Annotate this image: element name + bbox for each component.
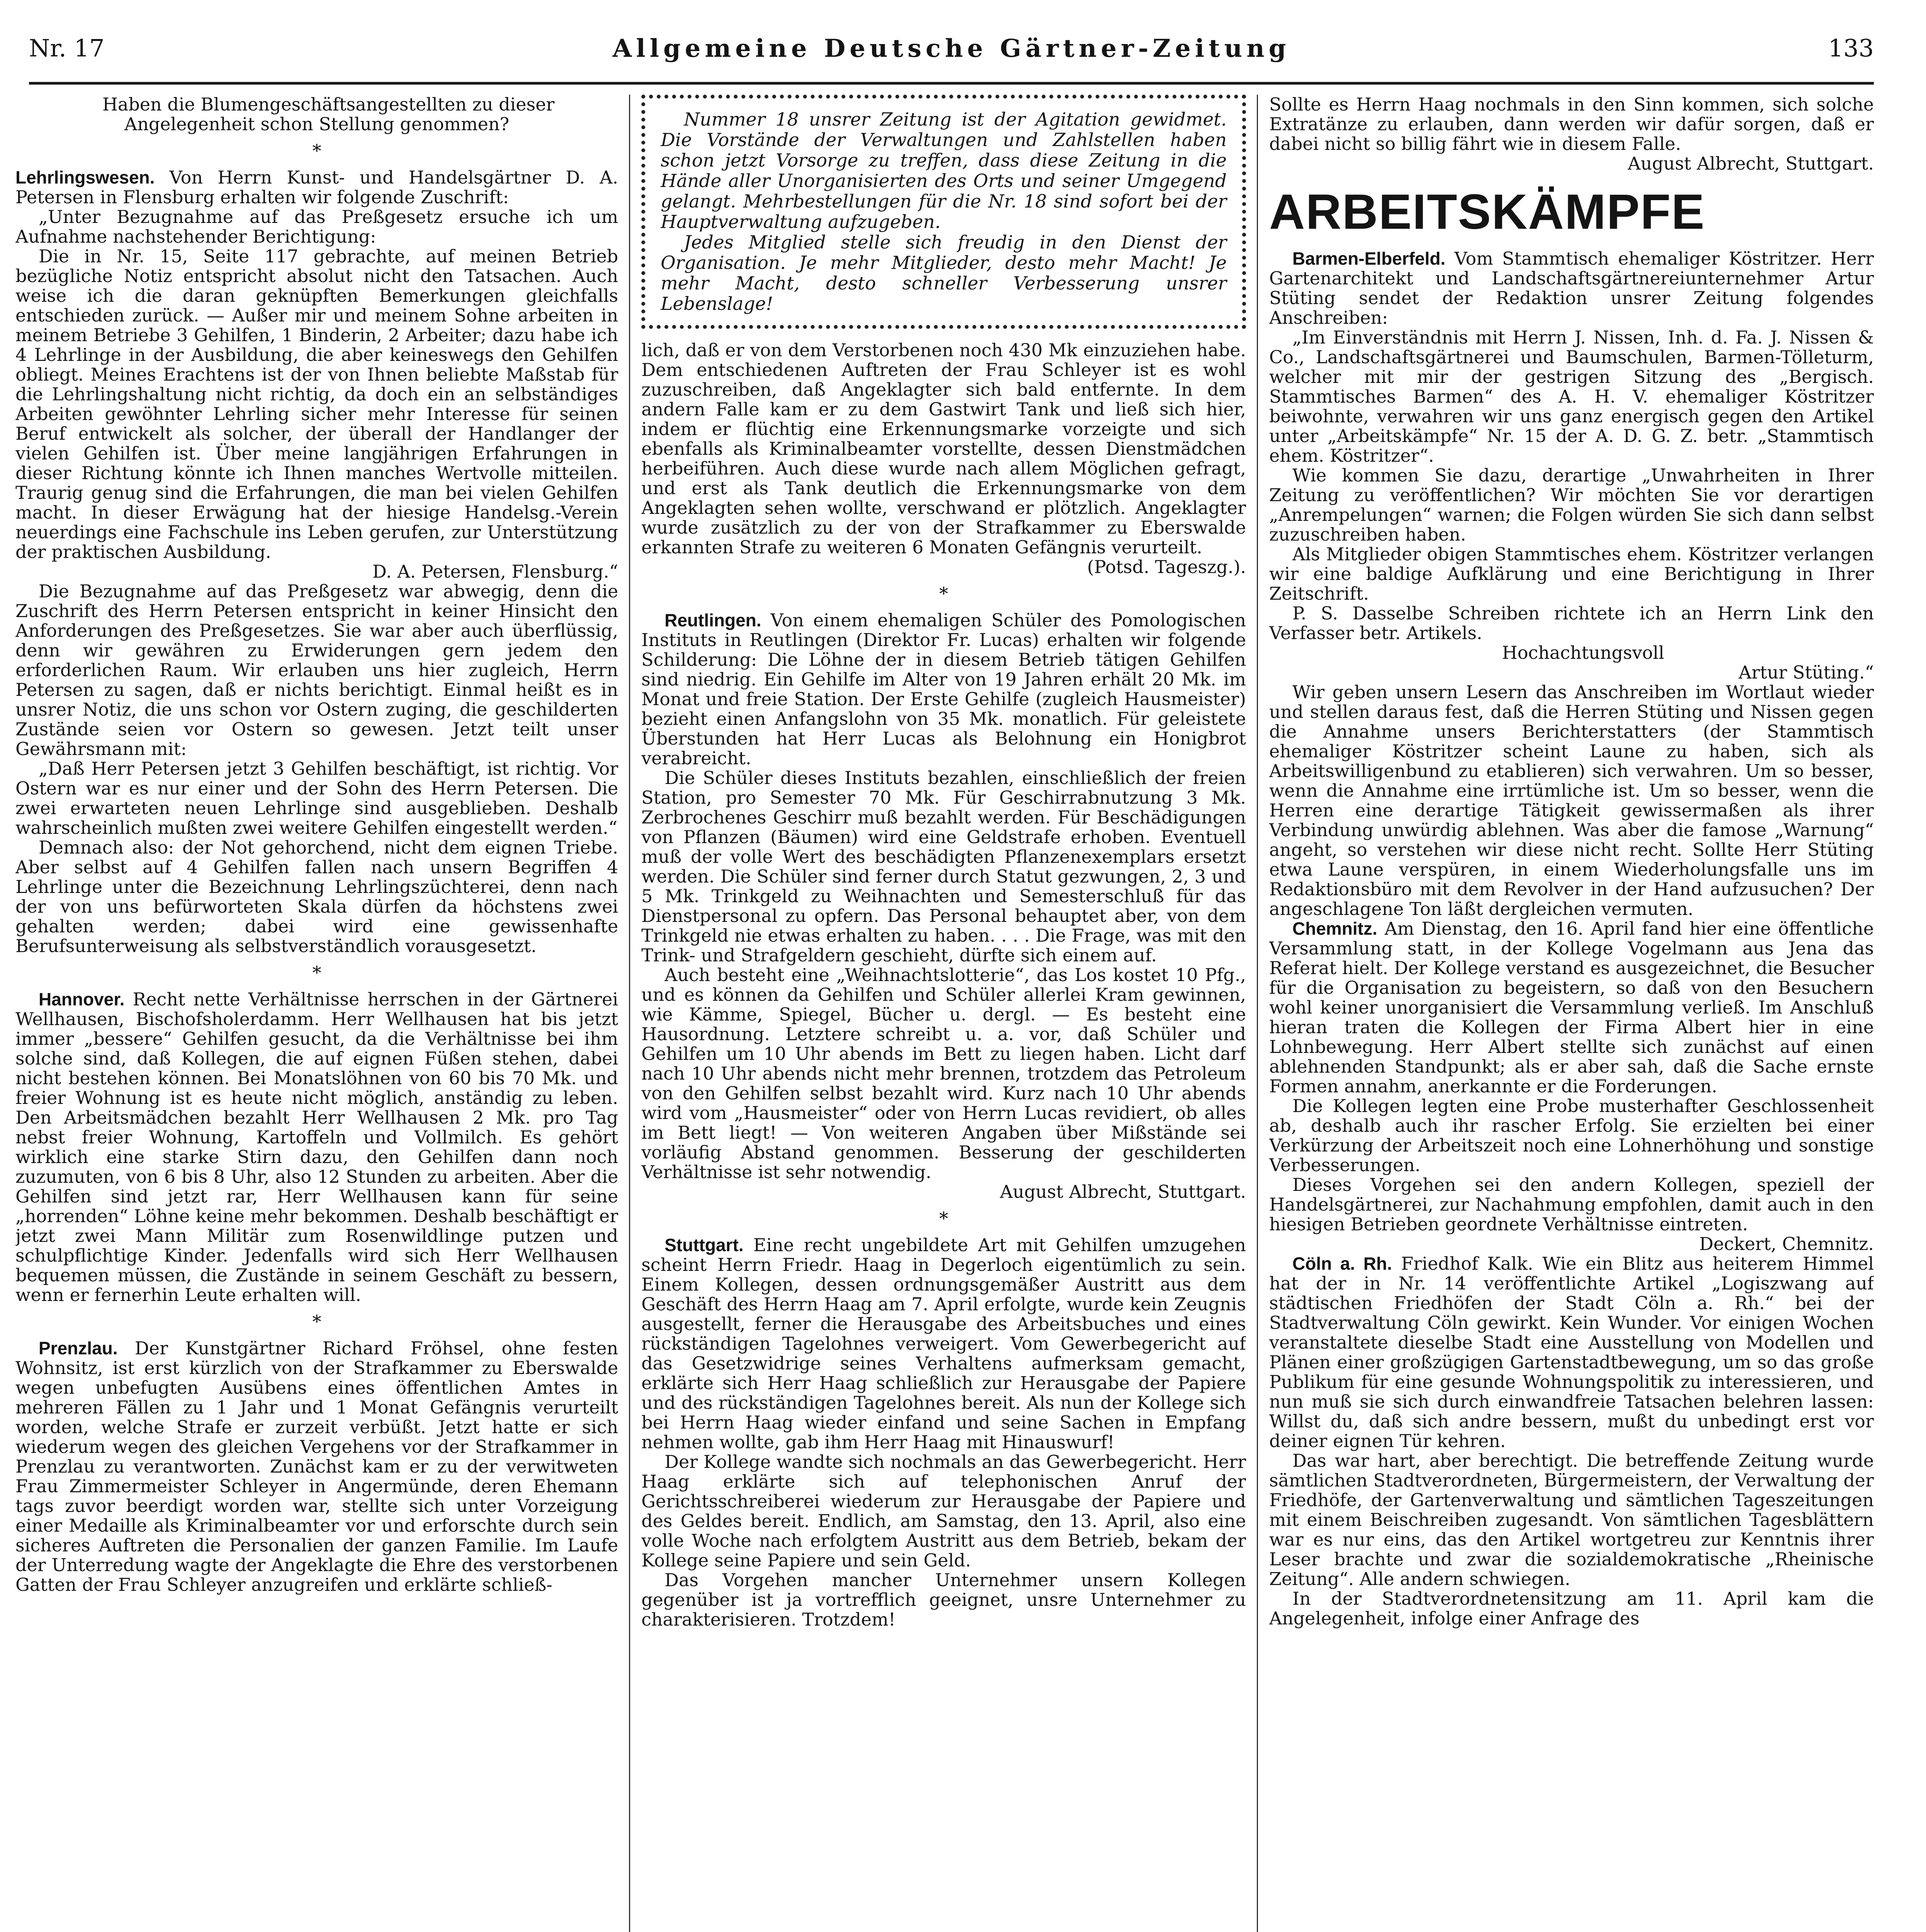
signature: Deckert, Chemnitz. xyxy=(1699,1233,1874,1254)
paragraph: Die Bezugnahme auf das Preßgesetz war abwegig, denn die Zuschrift des Herrn Petersen entspricht in keiner Hinsicht den Anforderungen des Preßgesetzes. Sie war aber auch überflüssig, denn wir gewähren zu Erwiderungen gern jedem den erforderlichen Raum. Wir erlauben uns hier zugleich, Herrn Petersen zu sagen, daß er nichts berichtigt. Einmal heißt es in unsrer Notiz, die uns schon vor Ostern zuging, die geschilderten Zustände seien vor Ostern so gewesen. Jetzt teilt unser Gewährsmann mit: xyxy=(15,581,618,759)
article-heading: Stuttgart. xyxy=(665,1235,744,1255)
paragraph: Auch besteht eine „Weihnachtslotterie“, das Los kostet 10 Pfg., und es können da Gehilfen und Schüler allerlei Kram gewinnen, wie Kämme, Spiegel, Bücher u. dergl. — Es besteht eine Hausordnung. Letztere schreibt u. a. vor, daß Schüler und Gehilfen um 10 Uhr abends im Bett zu liegen haben. Licht darf nach 10 Uhr abends nicht mehr brennen, trotzdem das Petroleum von den Gehilfen selbst bezahlt wird. Kurz nach 10 Uhr abends wird vom „Hausmeister“ oder von Herrn Lucas revidiert, ob alles im Bett liegt! — Von weiteren Angaben über Mißstände sei vorläufig Abstand genommen. Besserung der geschilderten Verhältnisse ist sehr notwendig. xyxy=(641,964,1246,1182)
page-number: 133 xyxy=(1828,34,1874,62)
article-text: Eine recht ungebildete Art mit Gehilfen umzugehen scheint Herrn Friedr. Haag in Degerloch eigentümlich zu sein. Einem Kollegen, dessen ordnungsgemäßer Austritt aus dem Geschäft des Herrn Haag am 7. April erfolgte, wurde kein Zeugnis ausgestellt, ferner die Herausgabe des Arbeitsbuches und eines rückständigen Tagelohnes verweigert. Vom Gewerbegericht auf das Gesetzwidrige seines Verhaltens aufmerksam gemacht, erklärte sich Herr Haag schließlich zur Herausgabe der Papiere und des rückständigen Tagelohnes bereit. Als nun der Kollege sich bei Herrn Haag wieder einfand und seine Sachen in Empfang nehmen wollte, gab ihm Herr Haag mit Hinauswurf! xyxy=(641,1235,1246,1452)
paragraph: Die Schüler dieses Instituts bezahlen, einschließlich der freien Station, pro Semester 70 Mk. Für Geschirrabnutzung 3 Mk. Zerbrochenes Geschirr muß bezahlt werden. Für Beschädigungen von Pflanzen (Bäumen) wird eine Geldstrafe erhoben. Eventuell muß der volle Wert des beschädigten Pflanzenexemplars ersetzt werden. Die Schüler sind ferner durch Statut gezwungen, 2, 3 und 5 Mk. Trinkgeld zu Weihnachten und Semesterschluß für das Dienstpersonal zu opfern. Das Personal behauptet aber, von dem Trinkgeld nie etwas erhalten zu haben. . . . Die Frage, was mit den Trink- und Strafgeldern geschieht, dürfte sich einem auf. xyxy=(641,767,1246,966)
paragraph: „Unter Bezugnahme auf das Preßgesetz ersuche ich um Aufnahme nachstehender Berichtigung: xyxy=(15,206,618,247)
signature: August Albrecht, Stuttgart. xyxy=(1628,153,1874,174)
intro-question: Haben die Blumengeschäftsangestellten zu dieser Angelegenheit schon Stellung genommen? xyxy=(102,95,555,134)
paragraph: „Im Einverständnis mit Herrn J. Nissen, Inh. d. Fa. J. Nissen & Co., Landschaftsgärtnerei und Baumschulen, Barmen-Tölleturm, welcher mit mir der gestrigen Sitzung des „Bergisch. Stammtisches Barmen“ des A. H. V. ehemaliger Köstritzer beiwohnte, verwahren wir uns ganz energisch gegen den Artikel unter „Arbeitskämpfe“ Nr. 15 der A. D. G. Z. betr. „Stammtisch ehem. Köstritzer“. xyxy=(1269,327,1874,466)
article-hannover xyxy=(15,990,618,1305)
article-text: Am Dienstag, den 16. April fand hier eine öffentliche Versammlung statt, in der Kollege Vogelmann aus Jena das Referat hielt. Der Kollege verstand es ausgezeichnet, die Besucher für die Organisation zu begeistern, so daß von den Besuchern wohl keiner unorganisiert die Versammlung verließ. Im Anschluß hieran traten die Kollegen der Firma Albert hier in eine Lohnbewegung. Herr Albert stellte sich zunächst auf einen ablehnenden Standpunkt; als er aber sah, daß die Sache ernste Formen annahm, anerkannte er die Forderungen. xyxy=(1269,918,1874,1097)
notice-paragraph: Jedes Mitglied stelle sich freudig in den Dienst der Organisation. Je mehr Mitglieder, desto mehr Macht! Je mehr Macht, desto schneller Verbesserung unsrer Lebenslage! xyxy=(661,232,1227,315)
separator-star: * xyxy=(939,583,948,604)
paragraph: Als Mitglieder obigen Stammtisches ehem. Köstritzer verlangen wir eine baldige Aufklärung und eine Berichtigung in Ihrer Zeitschrift. xyxy=(1269,544,1874,604)
article-coeln xyxy=(1269,1254,1874,1451)
separator-star: * xyxy=(312,962,321,983)
newspaper-title: Allgemeine Deutsche Gärtner-Zeitung xyxy=(612,34,1290,63)
article-lead: Von Herrn Kunst- und Handelsgärtner D. A. Petersen in Flensburg erhalten wir folgende Zuschrift: xyxy=(15,167,618,207)
paragraph: Das war hart, aber berechtigt. Die betreffende Zeitung wurde sämtlichen Stadtverordneten, Bürgermeistern, der Verwaltung der Friedhöfe, der Gartenverwaltung und sämtlichen Tageszeitungen mit einem Beischreiben zugesandt. Von sämtlichen Tagesblättern war es nur eins, das den Artikel wortgetreu zur Kenntnis ihrer Leser brachte und zwar die sozialdemokratische „Rheinische Zeitung“. Alle andern schwiegen. xyxy=(1269,1450,1874,1589)
header-rule xyxy=(29,82,1874,85)
paragraph: Sollte es Herrn Haag nochmals in den Sinn kommen, sich solche Extratänze zu erlauben, dann werden wir dafür sorgen, daß er dabei nicht so billig fährt wie in diesem Falle. xyxy=(1269,95,1874,154)
article-heading: Cöln a. Rh. xyxy=(1292,1253,1392,1274)
column-left xyxy=(15,95,618,1932)
paragraph: Wie kommen Sie dazu, derartige „Unwahrheiten in Ihrer Zeitung zu veröffentlichen? Wir möchten Sie vor derartigen „Anrempelungen“ warnen; die Folgen würden Sie sich dann selbst zuzuschreiben haben. xyxy=(1269,465,1874,545)
paragraph: Demnach also: der Not gehorchend, nicht dem eignen Triebe. Aber selbst auf 4 Gehilfen fallen nach unsern Begriffen 4 Lehrlinge unter die Bezeichnung Lehrlingszüchterei, denn nach der von uns befürworteten Skala dürfen da höchstens zwei gehalten werden; dabei wird eine gewissenhafte Berufsunterweisung als selbstverständlich vorausgesetzt. xyxy=(15,837,618,956)
article-barmen-elberfeld xyxy=(1269,249,1874,328)
article-heading: Prenzlau. xyxy=(39,1338,118,1358)
article-text: Von einem ehemaligen Schüler des Pomologischen Instituts in Reutlingen (Direktor Fr. Lucas) erhalten wir folgende Schilderung: Die Löhne der in diesem Betrieb tätigen Gehilfen sind niedrig. Ein Gehilfe im Alter von 19 Jahren erhält 20 Mk. im Monat und freie Station. Der Erste Gehilfe (zugleich Hausmeister) bezieht einen Anfangslohn von 35 Mk. monatlich. Für geleistete Überstunden hat Herr Lucas als Belohnung ein Honigbrot verabreicht. xyxy=(641,610,1246,769)
article-reutlingen xyxy=(641,611,1246,768)
section-title-arbeitskaempfe: ARBEITSKÄMPFE xyxy=(1269,184,1705,240)
paragraph: Das Vorgehen mancher Unternehmer unsern Kollegen gegenüber ist ja vortrefflich geeignet, unsre Unternehmer zu charakterisieren. Trotzdem! xyxy=(641,1570,1246,1630)
paragraph: P. S. Dasselbe Schreiben richtete ich an Herrn Link den Verfasser betr. Artikels. xyxy=(1269,603,1874,643)
article-heading: Reutlingen. xyxy=(665,610,762,630)
issue-number: Nr. 17 xyxy=(29,34,105,62)
signature: Artur Stüting.“ xyxy=(1739,662,1874,683)
signature: D. A. Petersen, Flensburg.“ xyxy=(372,561,618,582)
paragraph: In der Stadtverordnetensitzung am 11. April kam die Angelegenheit, infolge einer Anfrage des xyxy=(1269,1588,1874,1629)
letter-greeting: Hochachtungsvoll xyxy=(1502,642,1664,663)
column-divider xyxy=(1257,95,1258,1932)
article-heading: Chemnitz. xyxy=(1292,918,1377,939)
paragraph: lich, daß er von dem Verstorbenen noch 430 Mk einzuziehen habe. Dem entschiedenen Auftreten der Frau Schleyer ist es wohl zuzuschreiben, daß Angeklagter sich bald entfernte. In dem andern Falle kam er zu dem Gastwirt Tank und ließ sich hier, indem er flüchtig eine Erkennungsmarke vorzeigte und sich ebenfalls als Kriminalbeamter vorstellte, dessen Dienstmädchen herbeiführen. Auch diese wurde nach allem Möglichen gefragt, und erst als Tank deutlich die Erkennungsmarke von dem Angeklagten sehen wollte, verschwand er plötzlich. Angeklagter wurde zusätzlich zu der von der Strafkammer zu Eberswalde erkannten Strafe zu weiteren 6 Monaten Gefängnis verurteilt. xyxy=(641,340,1246,558)
column-divider xyxy=(629,95,630,1932)
article-prenzlau xyxy=(15,1338,618,1595)
separator-star: * xyxy=(939,1208,948,1229)
article-heading: Barmen-Elberfeld. xyxy=(1292,248,1446,269)
article-text: Recht nette Verhältnisse herrschen in der Gärtnerei Wellhausen, Bischofsholerdamm. Herr Wellhausen hat bis jetzt immer „bessere“ Gehilfen gesucht, da die Verhältnisse bei ihm solche sind, daß Kollegen, die auf eignen Füßen stehen, dabei nicht bestehen können. Bei Monatslöhnen von 60 bis 70 Mk. und freier Wohnung ist es heute nicht möglich, anständig zu leben. Den Arbeitsmädchen bezahlt Herr Wellhausen 2 Mk. pro Tag nebst freier Wohnung, Kartoffeln und Vollmilch. Es gehört wirklich eine starke Stirn dazu, den Gehilfen dann noch zuzumuten, von 6 bis 8 Uhr, also 12 Stunden zu arbeiten. Aber die Gehilfen sind jetzt rar, Herr Wellhausen kann für seine „horrenden“ Löhne keine mehr bekommen. Deshalb beschäftigt er jetzt zwei Mann Militär zum Rosenwildlinge putzen und schulpflichtige Kinder. Jedenfalls wird sich Herr Wellhausen bequemen müssen, die Zustände in seinem Geschäft zu bessern, wenn er fernerhin Leute erhalten will. xyxy=(15,989,618,1305)
notice-paragraph: Nummer 18 unsrer Zeitung ist der Agitation gewidmet. Die Vorstände der Verwaltungen und Zahlstellen haben schon jetzt Vorsorge zu treffen, dass diese Zeitung in die Hände aller Unorganisierten des Orts und seiner Umgegend gelangt. Mehrbestellungen für die Nr. 18 sind sofort bei der Hauptverwaltung aufzugeben. xyxy=(661,109,1227,233)
paragraph: „Daß Herr Petersen jetzt 3 Gehilfen beschäftigt, ist richtig. Vor Ostern war es nur einer und der Sohn des Herrn Petersen. Die zwei erwarteten neuen Lehrlinge sind ausgeblieben. Deshalb wahrscheinlich mußten zwei weitere Gehilfen eingestellt werden.“ xyxy=(15,758,618,838)
article-text: Der Kunstgärtner Richard Fröhsel, ohne festen Wohnsitz, ist erst kürzlich von der Strafkammer zu Eberswalde wegen unbefugten Ausübens eines öffentlichen Amtes in mehreren Fällen zu 1 Jahr und 1 Monat Gefängnis verurteilt worden, welche Strafe er zurzeit verbüßt. Jetzt hatte er sich wiederum wegen des gleichen Vergehens vor der Strafkammer in Prenzlau zu verantworten. Zunächst kam er zu der verwitweten Frau Zimmermeister Schleyer in Angermünde, deren Ehemann tags zuvor beerdigt worden war, stellte sich unter Vorzeigung einer Medaille als Kriminalbeamter vor und erforschte durch sein sicheres Auftreten die Personalien der ganzen Familie. Im Laufe der Unterredung wagte der Angeklagte die Ehre des verstorbenen Gatten der Frau Schleyer anzugreifen und erklärte schließ- xyxy=(15,1338,618,1595)
page-header xyxy=(29,30,1874,77)
article-text: Friedhof Kalk. Wie ein Blitz aus heiterem Himmel hat der in Nr. 14 veröffentlichte Artikel „Logiszwang auf städtischen Friedhöfen der Stadt Cöln a. Rh.“ bei der Stadtverwaltung Cöln gewirkt. Kein Wunder. Vor einigen Wochen veranstaltete dieselbe Stadt eine Ausstellung von Modellen und Plänen einer großzügigen Gartenstadtbewegung, um so das große Publikum für eine gesunde Wohnungspolitik zu interessieren, und nun muß sie sich durch einwandfreie Tatsachen belehren lassen: Willst du, daß sich andre bessern, mußt du unbedingt erst vor deiner eignen Tür kehren. xyxy=(1269,1253,1874,1451)
article-heading: Hannover. xyxy=(39,989,125,1009)
separator-star: * xyxy=(312,140,321,161)
article-heading: Lehrlingswesen. xyxy=(15,167,155,187)
separator-star: * xyxy=(312,1311,321,1332)
paragraph: Die Kollegen legten eine Probe musterhafter Geschlossenheit ab, deshalb auch ihr rascher Erfolg. Sie erzielten bei einer Verkürzung der Arbeitszeit noch eine Lohnerhöhung und sonstige Verbesserungen. xyxy=(1269,1095,1874,1175)
paragraph: Der Kollege wandte sich nochmals an das Gewerbegericht. Herr Haag erklärte sich auf telephonischen Anruf der Gerichtsschreiberei wiederum zur Herausgabe der Papiere und des Geldes bereit. Endlich, am Samstag, den 13. April, also eine volle Woche nach erfolgtem Austritt aus dem Betrieb, bekam der Kollege seine Papiere und sein Geld. xyxy=(641,1451,1246,1571)
article-text: Vom Stammtisch ehemaliger Köstritzer. Herr Gartenarchitekt und Landschaftsgärtnereiunternehmer Artur Stüting sendet der Redaktion unsrer Zeitung folgendes Anschreiben: xyxy=(1269,248,1874,328)
column-middle xyxy=(641,95,1246,1932)
source-note: (Potsd. Tageszg.). xyxy=(1087,556,1246,577)
article-stuttgart xyxy=(641,1235,1246,1452)
article-chemnitz xyxy=(1269,919,1874,1096)
paragraph: Dieses Vorgehen sei den andern Kollegen, speziell der Handelsgärtnerei, zur Nachahmung empfohlen, damit auch in den hiesigen Betrieben geordnete Verhältnisse eintreten. xyxy=(1269,1174,1874,1235)
agitation-notice-box xyxy=(641,95,1246,329)
paragraph: Wir geben unsern Lesern das Anschreiben im Wortlaut wieder und stellen daraus fest, daß die Herren Stüting und Nissen gegen die Annahme unsers Berichterstatters (der Stammtisch ehemaliger Köstritzer scheint Laune zu haben, sich als Arbeitswilligenbund zu etablieren) sich verwahren. Um so besser, wenn die Annahme eine irrtümliche ist. Um so besser, wenn die Herren eine derartige Tätigkeit gewissermaßen als ihrer Verbindung unwürdig ablehnen. Was aber die famose „Warnung“ angeht, so verstehen wir diese nicht recht. Sollte Herr Stüting etwa Laune verspüren, in einem Wiederholungsfalle uns im Redaktionsbüro mit dem Revolver in der Hand aufzusuchen? Der angeschlagene Ton läßt dergleichen vermuten. xyxy=(1269,682,1874,919)
column-right xyxy=(1269,95,1874,1932)
signature: August Albrecht, Stuttgart. xyxy=(1000,1181,1246,1202)
article-lehrlingswesen xyxy=(15,168,618,207)
paragraph: Die in Nr. 15, Seite 117 gebrachte, auf meinen Betrieb bezügliche Notiz entspricht absolut nicht den Tatsachen. Auch weise ich die daran geknüpften Bemerkungen gleichfalls entschieden zurück. — Außer mir und meinem Sohne arbeiten in meinem Betriebe 3 Gehilfen, 1 Binderin, 2 Arbeiter; dazu habe ich 4 Lehrlinge in der Ausbildung, die aber keineswegs den Gehilfen obliegt. Meines Erachtens ist der von Ihnen beliebte Maßstab für die Lehrlingshaltung nicht richtig, da doch ein an selbständiges Arbeiten gewöhnter Lehrling sicher mehr Interesse für seinen Beruf entwickelt als solcher, der überall der Handlanger der vielen Gehilfen ist. Über meine langjährigen Erfahrungen in dieser Richtung könnte ich Ihnen manches Wertvolle mitteilen. Traurig genug sind die Erfahrungen, die man bei vielen Gehilfen macht. In dieser Erwägung hat der hiesige Handelsg.-Verein neuerdings eine Fachschule ins Leben gerufen, zur Unterstützung der praktischen Ausbildung. xyxy=(15,246,618,562)
